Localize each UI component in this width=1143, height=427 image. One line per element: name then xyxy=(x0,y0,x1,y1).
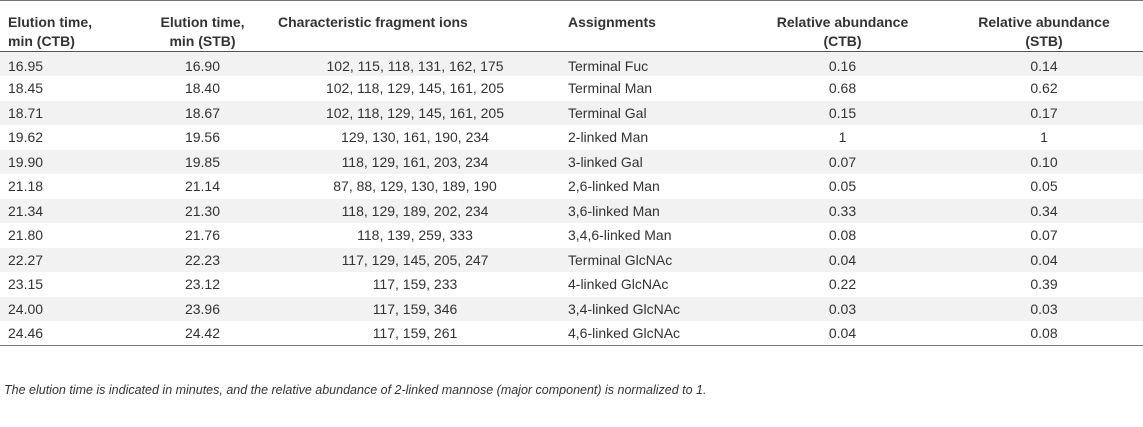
header-fragment-ions: Characteristic fragment ions xyxy=(270,1,560,52)
cell-fragment-ions: 118, 129, 161, 203, 234 xyxy=(270,150,560,175)
table-row xyxy=(0,150,1143,175)
cell-relative-abundance-ctb: 0.03 xyxy=(740,297,945,322)
table-header xyxy=(0,1,1143,52)
cell-relative-abundance-stb: 0.62 xyxy=(945,76,1143,101)
cell-relative-abundance-ctb: 0.68 xyxy=(740,76,945,101)
cell-fragment-ions: 102, 115, 118, 131, 162, 175 xyxy=(270,52,560,77)
cell-relative-abundance-stb: 0.04 xyxy=(945,248,1143,273)
cell-assignment: 4,6-linked GlcNAc xyxy=(560,321,740,346)
cell-relative-abundance-ctb: 0.15 xyxy=(740,101,945,126)
cell-relative-abundance-stb: 0.07 xyxy=(945,223,1143,248)
cell-fragment-ions: 102, 118, 129, 145, 161, 205 xyxy=(270,76,560,101)
cell-relative-abundance-ctb: 1 xyxy=(740,125,945,150)
cell-elution-time-ctb: 21.34 xyxy=(0,199,135,224)
cell-relative-abundance-ctb: 0.04 xyxy=(740,248,945,273)
header-row xyxy=(0,1,1143,52)
cell-elution-time-stb: 23.96 xyxy=(135,297,270,322)
cell-relative-abundance-ctb: 0.07 xyxy=(740,150,945,175)
cell-assignment: 3,4,6-linked Man xyxy=(560,223,740,248)
header-relative-abundance-stb: Relative abundance (STB) xyxy=(945,1,1143,52)
cell-elution-time-ctb: 24.00 xyxy=(0,297,135,322)
table-footnote: The elution time is indicated in minutes, and the relative abundance of 2-linked mannose (major component) is normalized to 1. xyxy=(4,383,707,397)
cell-fragment-ions: 87, 88, 129, 130, 189, 190 xyxy=(270,174,560,199)
cell-assignment: 4-linked GlcNAc xyxy=(560,272,740,297)
table-row xyxy=(0,272,1143,297)
cell-elution-time-stb: 21.14 xyxy=(135,174,270,199)
cell-assignment: 2-linked Man xyxy=(560,125,740,150)
cell-assignment: 3,6-linked Man xyxy=(560,199,740,224)
header-relative-abundance-ctb: Relative abundance (CTB) xyxy=(740,1,945,52)
cell-relative-abundance-stb: 1 xyxy=(945,125,1143,150)
cell-fragment-ions: 118, 129, 189, 202, 234 xyxy=(270,199,560,224)
cell-relative-abundance-stb: 0.14 xyxy=(945,52,1143,77)
table-row xyxy=(0,297,1143,322)
table-row xyxy=(0,101,1143,126)
table-row xyxy=(0,174,1143,199)
cell-fragment-ions: 118, 139, 259, 333 xyxy=(270,223,560,248)
cell-elution-time-ctb: 21.80 xyxy=(0,223,135,248)
cell-assignment: 3,4-linked GlcNAc xyxy=(560,297,740,322)
cell-assignment: 3-linked Gal xyxy=(560,150,740,175)
cell-fragment-ions: 117, 159, 346 xyxy=(270,297,560,322)
cell-elution-time-stb: 23.12 xyxy=(135,272,270,297)
cell-relative-abundance-stb: 0.10 xyxy=(945,150,1143,175)
cell-relative-abundance-stb: 0.17 xyxy=(945,101,1143,126)
cell-elution-time-stb: 19.56 xyxy=(135,125,270,150)
table-row xyxy=(0,76,1143,101)
header-elution-time-ctb: Elution time, min (CTB) xyxy=(0,1,135,52)
cell-fragment-ions: 102, 118, 129, 145, 161, 205 xyxy=(270,101,560,126)
cell-elution-time-ctb: 22.27 xyxy=(0,248,135,273)
cell-assignment: Terminal Gal xyxy=(560,101,740,126)
cell-fragment-ions: 117, 159, 261 xyxy=(270,321,560,346)
cell-elution-time-ctb: 18.71 xyxy=(0,101,135,126)
cell-assignment: Terminal Man xyxy=(560,76,740,101)
cell-elution-time-ctb: 16.95 xyxy=(0,52,135,77)
header-elution-time-stb: Elution time, min (STB) xyxy=(135,1,270,52)
cell-elution-time-stb: 18.67 xyxy=(135,101,270,126)
cell-relative-abundance-ctb: 0.16 xyxy=(740,52,945,77)
cell-elution-time-ctb: 21.18 xyxy=(0,174,135,199)
table-row xyxy=(0,321,1143,346)
cell-relative-abundance-ctb: 0.04 xyxy=(740,321,945,346)
table-row xyxy=(0,223,1143,248)
cell-elution-time-stb: 24.42 xyxy=(135,321,270,346)
cell-fragment-ions: 117, 129, 145, 205, 247 xyxy=(270,248,560,273)
table-body xyxy=(0,52,1143,346)
cell-relative-abundance-ctb: 0.22 xyxy=(740,272,945,297)
cell-assignment: Terminal Fuc xyxy=(560,52,740,77)
cell-relative-abundance-stb: 0.03 xyxy=(945,297,1143,322)
cell-relative-abundance-ctb: 0.33 xyxy=(740,199,945,224)
cell-elution-time-ctb: 23.15 xyxy=(0,272,135,297)
cell-elution-time-ctb: 18.45 xyxy=(0,76,135,101)
cell-assignment: 2,6-linked Man xyxy=(560,174,740,199)
cell-relative-abundance-stb: 0.39 xyxy=(945,272,1143,297)
cell-relative-abundance-stb: 0.05 xyxy=(945,174,1143,199)
cell-elution-time-ctb: 19.62 xyxy=(0,125,135,150)
header-assignments: Assignments xyxy=(560,1,740,52)
cell-elution-time-stb: 21.76 xyxy=(135,223,270,248)
cell-relative-abundance-ctb: 0.08 xyxy=(740,223,945,248)
cell-elution-time-ctb: 24.46 xyxy=(0,321,135,346)
table-row xyxy=(0,52,1143,77)
cell-elution-time-stb: 19.85 xyxy=(135,150,270,175)
cell-elution-time-stb: 18.40 xyxy=(135,76,270,101)
table-row xyxy=(0,248,1143,273)
table-row xyxy=(0,125,1143,150)
cell-elution-time-stb: 16.90 xyxy=(135,52,270,77)
cell-elution-time-stb: 22.23 xyxy=(135,248,270,273)
cell-elution-time-ctb: 19.90 xyxy=(0,150,135,175)
cell-relative-abundance-stb: 0.08 xyxy=(945,321,1143,346)
cell-assignment: Terminal GlcNAc xyxy=(560,248,740,273)
cell-fragment-ions: 129, 130, 161, 190, 234 xyxy=(270,125,560,150)
cell-elution-time-stb: 21.30 xyxy=(135,199,270,224)
cell-relative-abundance-ctb: 0.05 xyxy=(740,174,945,199)
cell-fragment-ions: 117, 159, 233 xyxy=(270,272,560,297)
table-row xyxy=(0,199,1143,224)
cell-relative-abundance-stb: 0.34 xyxy=(945,199,1143,224)
